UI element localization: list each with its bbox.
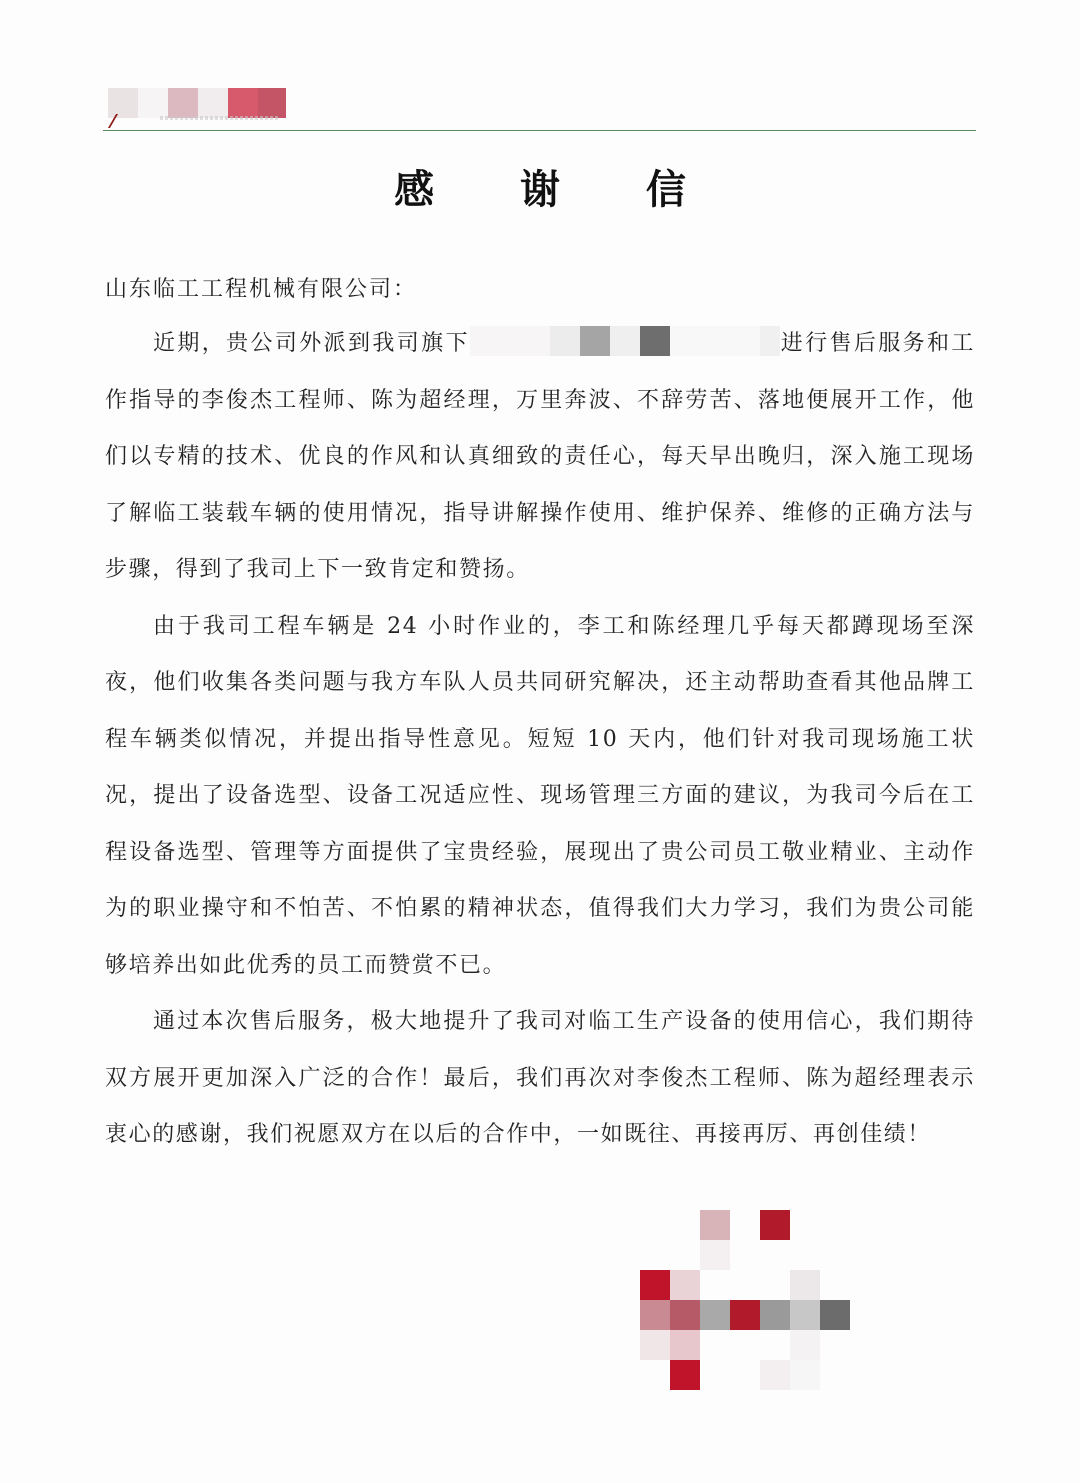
paragraph-3: 通过本次售后服务，极大地提升了我司对临工生产设备的使用信心，我们期待双方展开更加深入广泛的合作！最后，我们再次对李俊杰工程师、陈为超经理表示衷心的感谢，我们祝愿双方在以后的合作中，一如既往、再接再厉、再创佳绩！: [105, 1009, 975, 1147]
logo-subtitle-obscured: [160, 116, 280, 120]
paragraph-1-end: 进行售后服务和工作指导的李俊杰工程师、陈为超经理，万里奔波、不辞劳苦、落地便展开工作，他们以专精的技术、优良的作风和认真细致的责任心，每天早出晚归，深入施工现场了解临工装载车辆的使用情况，指导讲解操作使用、维护保养、维修的正确方法与步骤，得到了我司上下一致肯定和赞扬。: [105, 331, 975, 582]
company-seal-icon: [640, 1210, 850, 1395]
company-logo-icon: [108, 88, 288, 118]
header-divider: [103, 130, 976, 131]
letter-salutation: 山东临工工程机械有限公司：: [105, 277, 418, 302]
letter-body: [105, 316, 975, 1164]
paragraph-1: [105, 316, 975, 599]
paragraph-2: 由于我司工程车辆是 24 小时作业的，李工和陈经理几乎每天都蹲现场至深夜，他们收集各类问题与我方车队人员共同研究解决，还主动帮助查看其他品牌工程车辆类似情况，并提出指导性意见。短短 10 天内，他们针对我司现场施工状况，提出了设备选型、设备工况适应性、现场管理三方面的建议，为我司今后在工程设备选型、管理等方面提供了宝贵经验，展现出了贵公司员工敬业精业、主动作为的职业操守和不怕苦、不怕累的精神状态，值得我们大力学习，我们为贵公司能够培养出如此优秀的员工而赞赏不已。: [105, 613, 975, 978]
redacted-location: [470, 326, 780, 356]
letter-title: 感 谢 信: [394, 166, 722, 213]
paragraph-1-start: 近期，贵公司外派到我司旗下: [153, 331, 470, 356]
